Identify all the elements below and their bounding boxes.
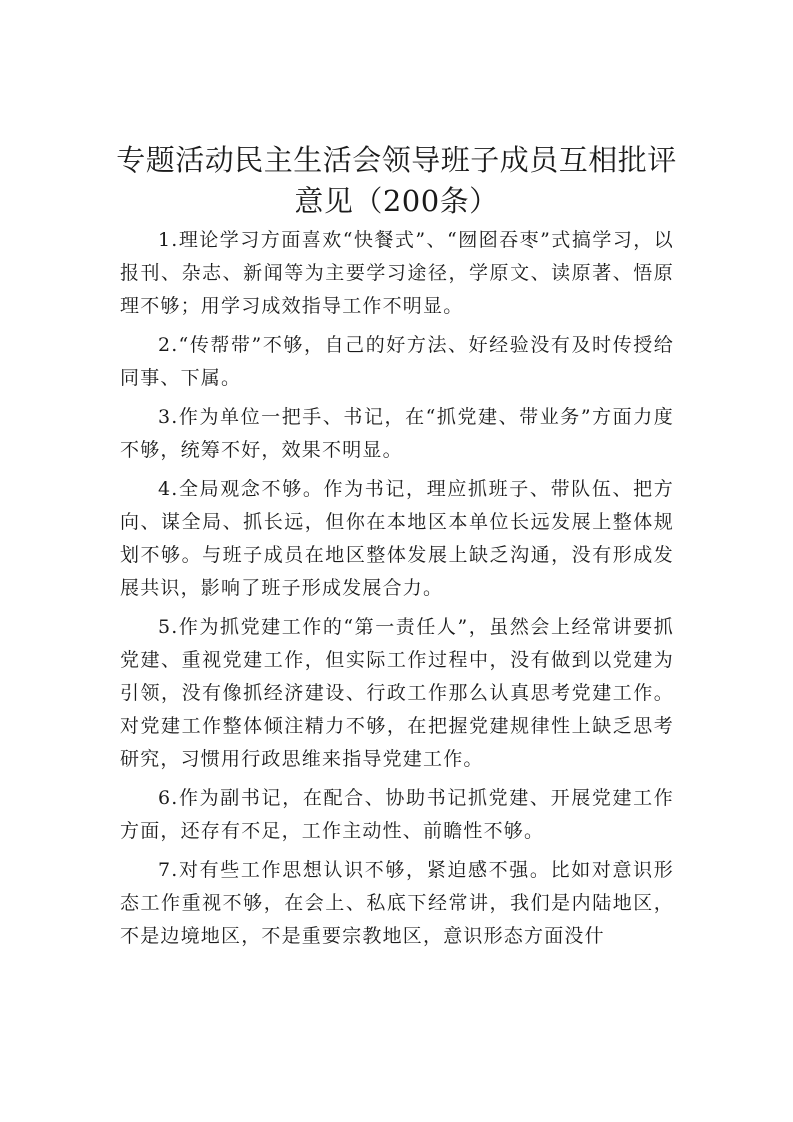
paragraph-6: 6.作为副书记，在配合、协助书记抓党建、开展党建工作方面，还存有不足，工作主动性、前瞻性不够。 bbox=[120, 787, 674, 842]
paragraph-1: 1.理论学习方面喜欢“快餐式”、“囫囵吞枣”式搞学习，以报刊、杂志、新闻等为主要学习途径，学原文、读原著、悟原理不够；用学习成效指导工作不明显。 bbox=[120, 229, 674, 317]
paragraph-4: 4.全局观念不够。作为书记，理应抓班子、带队伍、把方向、谋全局、抓长远，但你在本地区本单位长远发展上整体规划不够。与班子成员在地区整体发展上缺乏沟通，没有形成发展共识，影响了班子形成发展合力。 bbox=[120, 478, 674, 599]
paragraph-3: 3.作为单位一把手、书记，在“抓党建、带业务”方面力度不够，统筹不好，效果不明显。 bbox=[120, 406, 674, 461]
paragraph-5: 5.作为抓党建工作的“第一责任人”，虽然会上经常讲要抓党建、重视党建工作，但实际工作过程中，没有做到以党建为引领，没有像抓经济建设、行政工作那么认真思考党建工作。对党建工作整体倾注精力不够，在把握党建规律性上缺乏思考研究，习惯用行政思维来指导党建工作。 bbox=[120, 616, 674, 770]
document-title: 专题活动民主生活会领导班子成员互相批评意见（200条） bbox=[116, 143, 677, 218]
paragraph-7: 7.对有些工作思想认识不够，紧迫感不强。比如对意识形态工作重视不够，在会上、私底下经常讲，我们是内陆地区，不是边境地区，不是重要宗教地区，意识形态方面没什 bbox=[120, 859, 674, 947]
document-body bbox=[120, 224, 674, 959]
paragraph-2: 2.“传帮带”不够，自己的好方法、好经验没有及时传授给同事、下属。 bbox=[120, 334, 674, 389]
